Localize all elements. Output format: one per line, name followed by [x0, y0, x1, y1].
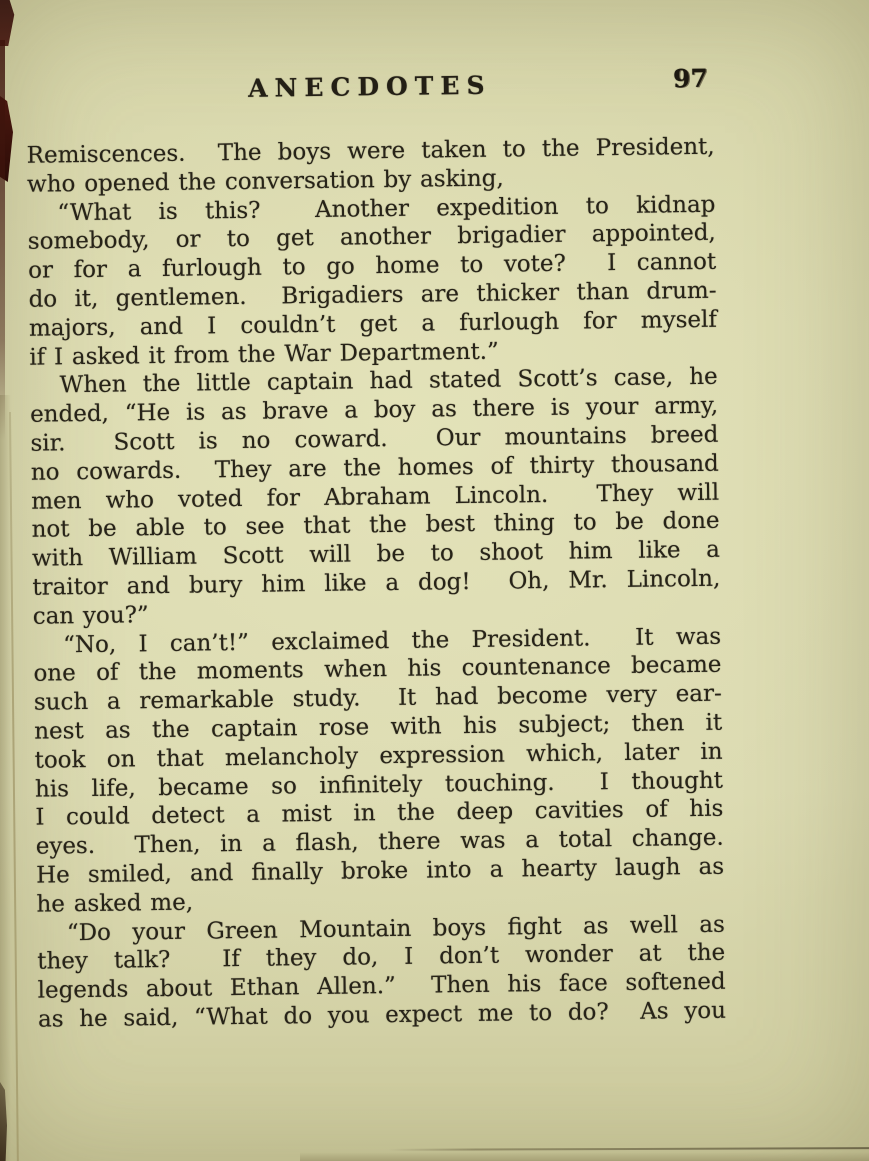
text-line: if I asked it from the War Department.” [29, 338, 499, 371]
text-line: he asked me, [36, 889, 194, 918]
text-line: men who voted for Abraham Lincoln. They will [31, 479, 720, 515]
page-header [26, 63, 714, 111]
text-line: majors, and I couldn’t get a furlough for myself [28, 306, 718, 342]
text-line: “What is this? Another expedition to kidnap [57, 191, 716, 226]
text-line: legends about Ethan Allen.” Then his face softened [37, 968, 726, 1004]
text-line: “No, I can’t!” exclaimed the President. It was [62, 623, 722, 658]
text-line: nest as the captain rose with his subject; then it [34, 709, 723, 745]
text-line: When the little captain had stated Scott’s case, he [59, 364, 718, 399]
text-line: one of the moments when his countenance became [33, 652, 722, 688]
text-line: they talk? If they do, I don’t wonder at the [37, 939, 726, 975]
text-line: with William Scott will be to shoot him like a [31, 536, 721, 572]
text-line: “Do your Green Mountain boys fight as well as [66, 911, 726, 946]
text-line: not be able to see that the best thing to be done [31, 508, 720, 544]
text-line: sir. Scott is no coward. Our mountains breed [30, 421, 719, 457]
text-line: or for a furlough to go home to vote? I cannot [28, 248, 717, 284]
text-line: his life, became so infinitely touching. I thought [34, 767, 724, 803]
text-line: Remiscences. The boys were taken to the President, [26, 133, 715, 169]
text-line: I could detect a mist in the deep cavities of his [35, 796, 724, 832]
text-line: somebody, or to get another brigadier appointed, [27, 220, 716, 256]
running-head-title: ANECDOTES [247, 70, 492, 103]
text-line: ended, “He is as brave a boy as there is your army, [29, 392, 719, 428]
text-block [27, 133, 727, 1035]
text-line: can you?” [32, 601, 149, 630]
text-line: do it, gentlemen. Brigadiers are thicker than drum- [28, 277, 717, 313]
text-line: took on that melancholy expression which, later in [34, 738, 723, 774]
text-line: as he said, “What do you expect me to do? As you [37, 997, 727, 1033]
text-line: such a remarkable study. It had become very ear- [33, 680, 722, 716]
text-line: He smiled, and finally broke into a hearty laugh as [35, 853, 725, 889]
text-line: who opened the conversation by asking, [26, 165, 504, 198]
page-number: 97 [672, 63, 708, 94]
text-line: eyes. Then, in a flash, there was a total change. [35, 824, 724, 860]
text-line: no cowards. They are the homes of thirty thousand [30, 450, 719, 486]
text-line: traitor and bury him like a dog! Oh, Mr. Lincoln, [32, 565, 721, 601]
